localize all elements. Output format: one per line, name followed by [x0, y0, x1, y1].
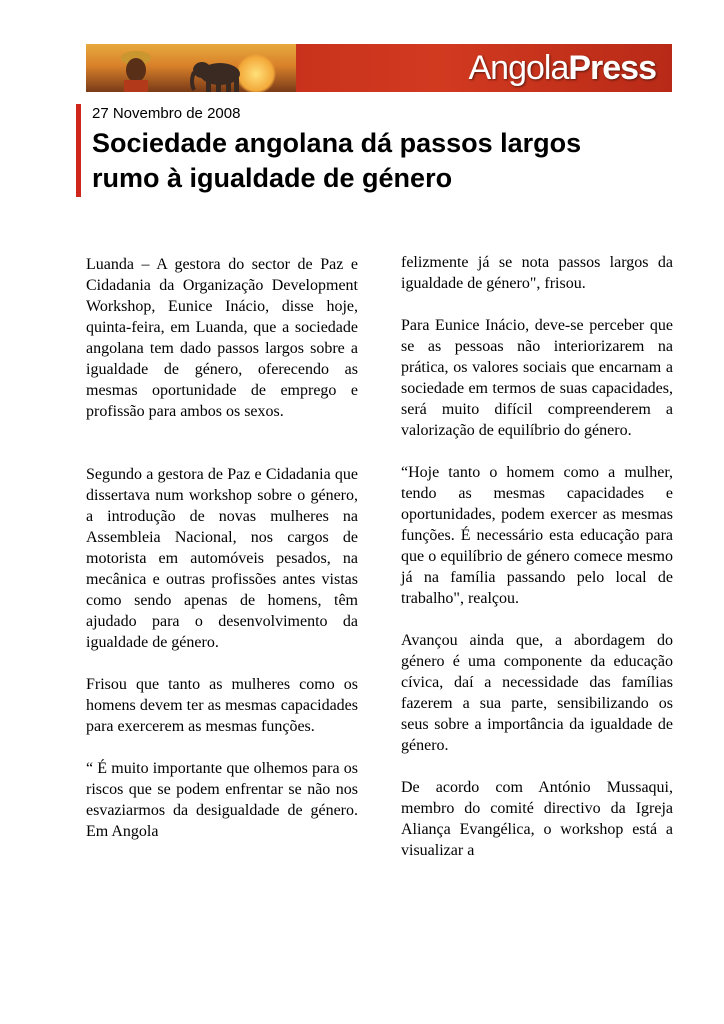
article-title — [92, 126, 652, 196]
elephant-icon — [188, 56, 246, 92]
paragraph: Avançou ainda que, a abordagem do género é uma componente da educação cívica, daí a necessidade das famílias fazerem a sua parte, sensibilizando os seus sobre a importância da igualdade de género. — [401, 632, 673, 754]
angolapress-logo: AngolaPress — [468, 49, 656, 87]
article-column-left — [86, 254, 358, 842]
paragraph: felizmente já se nota passos largos da igualdade de género", frisou. — [401, 254, 673, 292]
header-banner — [86, 44, 672, 92]
title-accent-bar — [76, 104, 81, 197]
article-date: 27 Novembro de 2008 — [92, 105, 241, 122]
article-column-right — [401, 252, 673, 861]
paragraph: “ É muito importante que olhemos para os riscos que se podem enfrentar se não nos esvaziarmos da desigualdade de género. Em Angola — [86, 760, 358, 840]
paragraph: Segundo a gestora de Paz e Cidadania que dissertava num workshop sobre o género, a introdução de novas mulheres na Assembleia Nacional, nos cargos de motorista em automóveis pesados, na mecânica e outras profissões antes vistas como sendo apenas de homens, têm ajudado para o desenvolvimento da igualdade de género. — [86, 466, 358, 651]
paragraph: Luanda – A gestora do sector de Paz e Cidadania da Organização Development Workshop, Eunice Inácio, disse hoje, quinta-feira, em Luanda, que a sociedade angolana tem dado passos largos sobre a igualdade de género, oferecendo as mesmas oportunidade de emprego e profissão para ambos os sexos. — [86, 256, 358, 420]
paragraph: De acordo com António Mussaqui, membro do comité directivo da Igreja Aliança Evangélica, o workshop está a visualizar a — [401, 779, 673, 859]
title-line-2: rumo à igualdade de género — [92, 163, 453, 193]
title-line-1: Sociedade angolana dá passos largos — [92, 128, 582, 158]
paragraph: “Hoje tanto o homem como a mulher, tendo as mesmas capacidades e oportunidades, podem exercer as mesmas funções. É necessário esta educação para que o equilíbrio de género comece mesmo já na família passando pelo local de trabalho", realçou. — [401, 464, 673, 607]
paragraph: Frisou que tanto as mulheres como os homens devem ter as mesmas capacidades para exercerem as mesmas funções. — [86, 676, 358, 735]
woman-portrait-icon — [112, 46, 160, 92]
paragraph: Para Eunice Inácio, deve-se perceber que se as pessoas não interiorizarem na prática, os valores sociais que encarnam a sociedade em termos de suas capacidades, será muito difícil compreenderem a valorização de equilíbrio do género. — [401, 317, 673, 439]
